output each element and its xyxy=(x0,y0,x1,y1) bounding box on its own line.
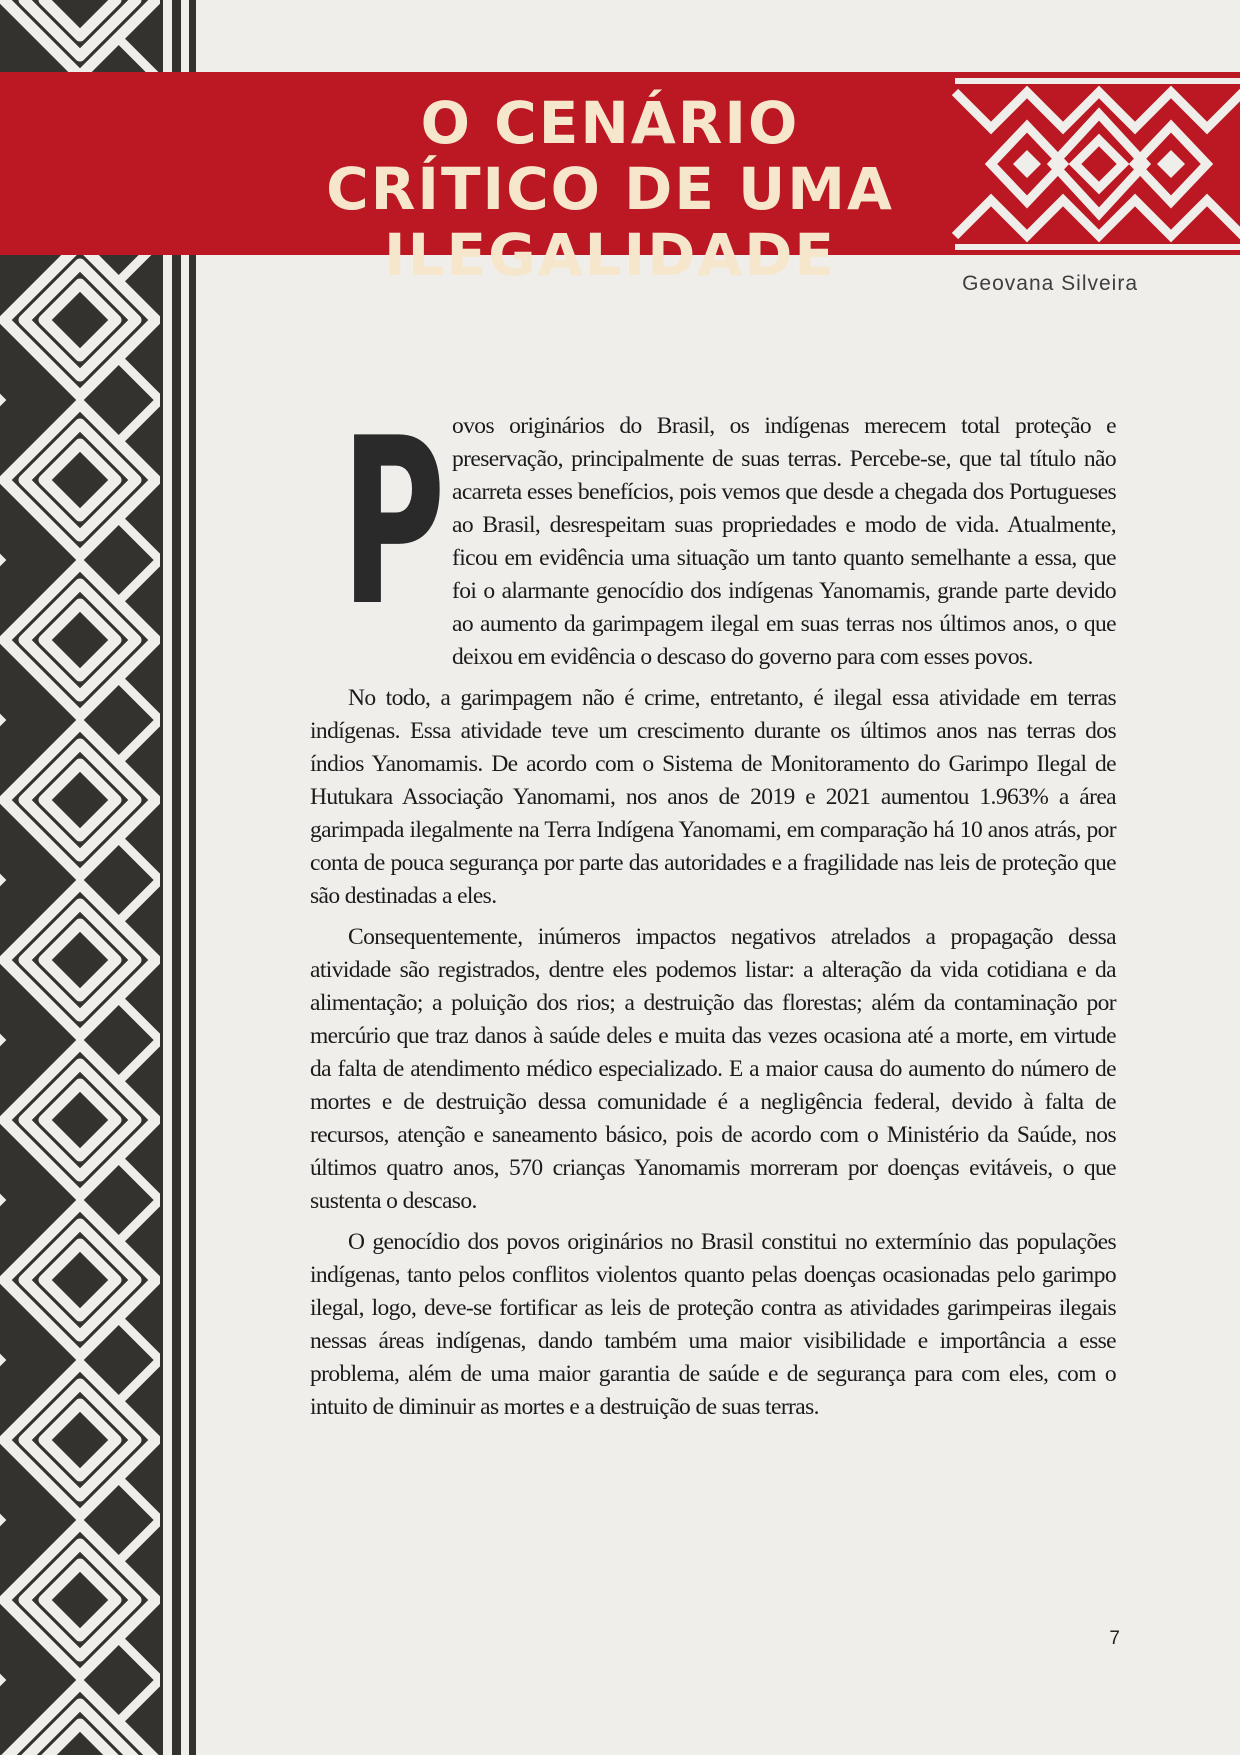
drop-cap-letter xyxy=(340,389,446,658)
paragraph-1: ovos originários do Brasil, os indígenas merecem total proteção e preservação, principalmente de suas terras. Percebe-se, que tal título não acarreta esses benefícios, pois vemos que desde a chegada dos Portugueses ao Brasil, desrespeitam suas propriedades e modo de vida. Atualmente, ficou em evidência uma situação um tanto quanto semelhante a essa, que foi o alarmante genocídio dos indígenas Yanomamis, grande parte devido ao aumento da garimpagem ilegal em suas terras nos últimos anos, o que deixou em evidência o descaso do governo para com esses povos. xyxy=(452,413,1116,670)
page-number: 7 xyxy=(1109,1628,1120,1649)
paragraph-2: No todo, a garimpagem não é crime, entretanto, é ilegal essa atividade em terras indígenas. Essa atividade teve um crescimento durante os últimos anos nas terras dos índios Yanomamis. De acordo com o Sistema de Monitoramento do Garimpo Ilegal de Hutukara Associação Yanomami, nos anos de 2019 e 2021 aumentou 1.963% a área garimpada ilegalmente na Terra Indígena Yanomami, em comparação há 10 anos atrás, por conta de pouca segurança por parte das autoridades e a fragilidade nas leis de proteção que são destinadas a eles. xyxy=(310,685,1116,909)
tribal-zigzag-ornament-icon xyxy=(955,78,1240,250)
paragraph-4: O genocídio dos povos originários no Brasil constitui no extermínio das populações indígenas, tanto pelos conflitos violentos quanto pelas doenças ocasionadas pelo garimpo ilegal, logo, deve-se fortificar as leis de proteção contra as atividades garimpeiras ilegais nessas áreas indígenas, dando também uma maior visibilidade e importância a esse problema, além de uma maior garantia de saúde e de segurança para com eles, com o intuito de diminuir as mortes e a destruição de suas terras. xyxy=(310,1229,1116,1420)
paragraph-3: Consequentemente, inúmeros impactos negativos atrelados a propagação dessa atividade são registrados, dentre eles podemos listar: a alteração da vida cotidiana e da alimentação; a poluição dos rios; a destruição das florestas; além da contaminação por mercúrio que traz danos à saúde deles e muita das vezes ocasiona até a morte, em virtude da falta de atendimento médico especializado. E a maior causa do aumento do número de mortes e de destruição dessa comunidade é a negligência federal, devido à falta de recursos, atenção e saneamento básico, pois de acordo com o Ministério da Saúde, nos últimos quatro anos, 570 crianças Yanomamis morreram por doenças evitáveis, o que sustenta o descaso. xyxy=(310,924,1116,1214)
article-body xyxy=(310,389,1116,1432)
tribal-border-pattern xyxy=(0,0,196,1755)
drop-cap-text: P xyxy=(340,389,446,658)
article-title: O CENÁRIO CRÍTICO DE UMA ILEGALIDADE xyxy=(326,89,894,289)
author-name: Geovana Silveira xyxy=(962,272,1138,295)
